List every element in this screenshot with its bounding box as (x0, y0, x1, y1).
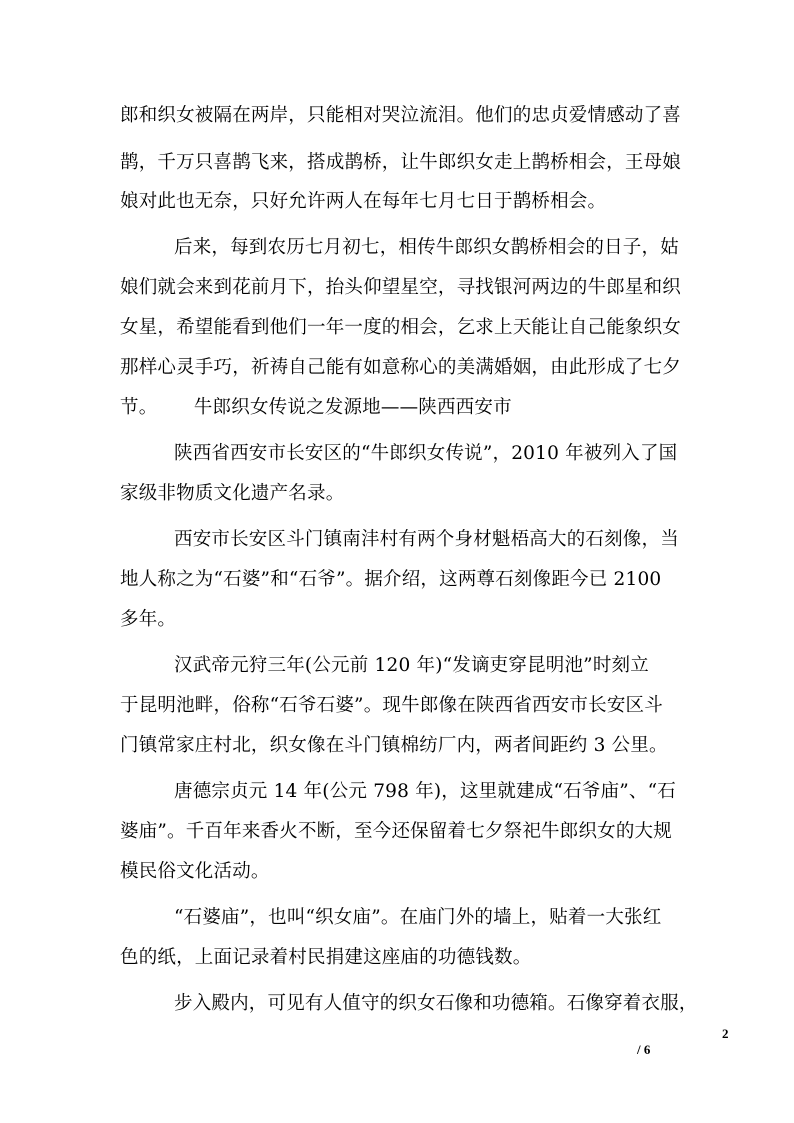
page-total: / 6 (637, 1042, 651, 1057)
text-line: “石婆庙”，也叫“织女庙”。在庙门外的墙上，贴着一大张红 (174, 907, 662, 928)
text-line: 鹊，千万只喜鹊飞来，搭成鹊桥，让牛郎织女走上鹊桥相会，王母娘 (120, 152, 682, 173)
text-line: 多年。 (120, 609, 177, 630)
text-line: 于昆明池畔，俗称“石爷石婆”。现牛郎像在陕西省西安市长安区斗 (120, 695, 663, 716)
text-line: 那样心灵手巧，祈祷自己能有如意称心的美满婚姻，由此形成了七夕 (120, 357, 682, 378)
text-line: 唐德宗贞元 14 年(公元 798 年)，这里就建成“石爷庙”、“石 (174, 781, 676, 802)
section-heading-line: 节。 牛郎织女传说之发源地——陕西西安市 (120, 397, 512, 418)
text-line: 家级非物质文化遗产名录。 (120, 483, 345, 504)
text-line: 婆庙”。千百年来香火不断，至今还保留着七夕祭祀牛郎织女的大规 (120, 821, 672, 842)
text-line: 娘们就会来到花前月下，抬头仰望星空，寻找银河两边的牛郎星和织 (120, 277, 682, 298)
text-line: 郎和织女被隔在两岸，只能相对哭泣流泪。他们的忠贞爱情感动了喜 (120, 105, 682, 126)
text-line: 娘对此也无奈，只好允许两人在每年七月七日于鹊桥相会。 (120, 191, 607, 212)
text-line: 门镇常家庄村北，织女像在斗门镇棉纺厂内，两者间距约 3 公里。 (120, 735, 668, 756)
text-line: 色的纸，上面记录着村民捐建这座庙的功德钱数。 (120, 947, 532, 968)
text-line: 汉武帝元狩三年(公元前 120 年)“发谪吏穿昆明池”时刻立 (174, 655, 649, 676)
text-line: 模民俗文化活动。 (120, 861, 270, 882)
text-line: 陕西省西安市长安区的“牛郎织女传说”，2010 年被列入了国 (174, 443, 678, 464)
page-number: 2 (722, 1026, 729, 1041)
text-line: 西安市长安区斗门镇南沣村有两个身材魁梧高大的石刻像，当 (174, 529, 679, 550)
text-line: 地人称之为“石婆”和“石爷”。据介绍，这两尊石刻像距今已 2100 (120, 569, 662, 590)
text-line: 后来，每到农历七月初七，相传牛郎织女鹊桥相会的日子，姑 (174, 237, 679, 258)
text-line: 女星，希望能看到他们一年一度的相会，乞求上天能让自己能象织女 (120, 317, 682, 338)
text-line: 步入殿内，可见有人值守的织女石像和功德箱。石像穿着衣服， (174, 993, 698, 1014)
